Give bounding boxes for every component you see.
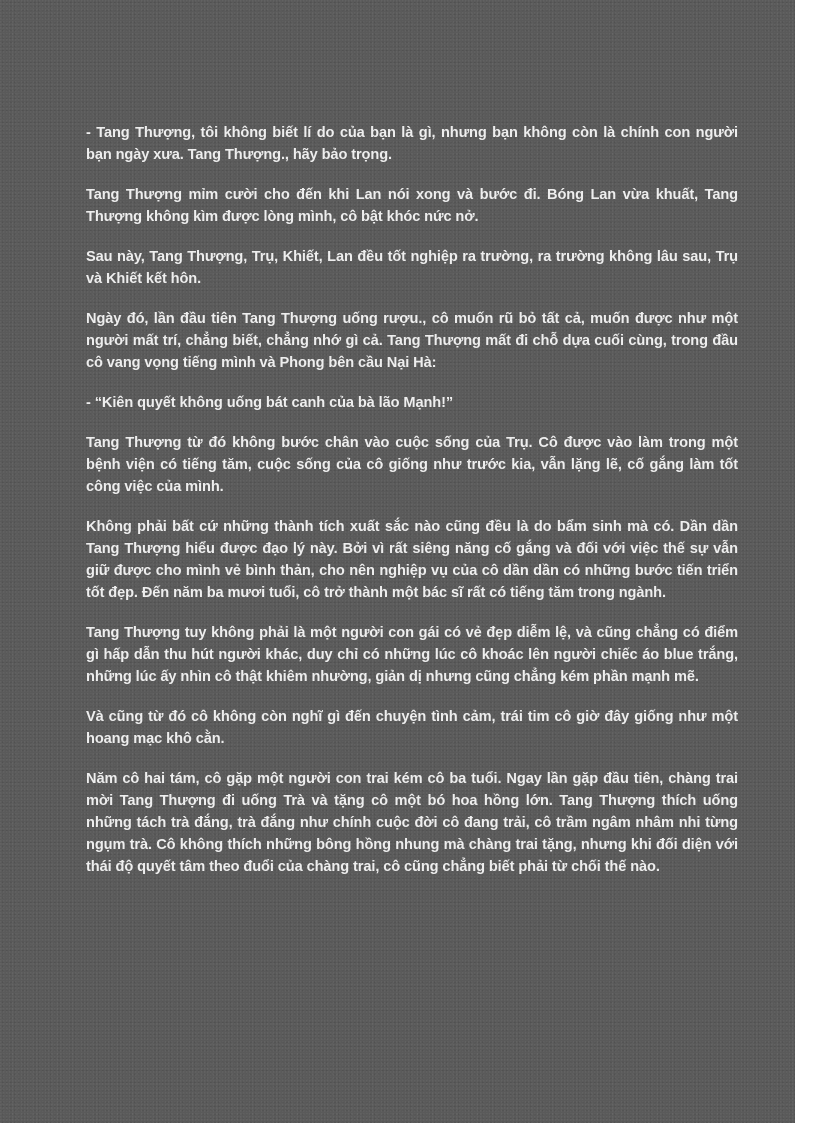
paragraph-4: Ngày đó, lần đầu tiên Tang Thượng uống rượu., cô muốn rũ bỏ tất cả, muốn được như một người mất trí, chẳng biết, chẳng nhớ gì cả. Tang Thượng mất đi chỗ dựa cuối cùng, trong đầu cô vang vọng tiếng mình và Phong bên cầu Nại Hà: bbox=[86, 311, 738, 371]
paragraph-7: Không phải bất cứ những thành tích xuất sắc nào cũng đều là do bẩm sinh mà có. Dần dần Tang Thượng hiểu được đạo lý này. Bởi vì rất siêng năng cố gắng và đối với việc thế sự vẫn giữ được cho mình vẻ bình thản, cho nên nghiệp vụ của cô dần dần có những bước tiến triển tốt đẹp. Đến năm ba mươi tuổi, cô trở thành một bác sĩ rất có tiếng tăm trong ngành. bbox=[86, 519, 738, 601]
page-margin bbox=[795, 0, 816, 1123]
paragraph-5-quote: - “Kiên quyết không uống bát canh của bà lão Mạnh!” bbox=[86, 395, 454, 411]
paragraph-10: Năm cô hai tám, cô gặp một người con trai kém cô ba tuổi. Ngay lần gặp đầu tiên, chàng trai mời Tang Thượng đi uống Trà và tặng cô một bó hoa hồng lớn. Tang Thượng thích uống những tách trà đắng, trà đắng như chính cuộc đời cô đang trải, cô trầm ngâm nhâm nhi từng ngụm trà. Cô không thích những bông hồng nhung mà chàng trai tặng, nhưng khi đối diện với thái độ quyết tâm theo đuổi của chàng trai, cô cũng chẳng biết phải từ chối thế nào. bbox=[86, 771, 738, 875]
paragraph-2: Tang Thượng mỉm cười cho đến khi Lan nói xong và bước đi. Bóng Lan vừa khuất, Tang Thượng không kìm được lòng mình, cô bật khóc nức nở. bbox=[86, 187, 738, 225]
paragraph-6: Tang Thượng từ đó không bước chân vào cuộc sống của Trụ. Cô được vào làm trong một bệnh viện có tiếng tăm, cuộc sống của cô giống như trước kia, vẫn lặng lẽ, cố gắng làm tốt công việc của mình. bbox=[86, 435, 738, 495]
paragraph-9: Và cũng từ đó cô không còn nghĩ gì đến chuyện tình cảm, trái tim cô giờ đây giống như một hoang mạc khô cằn. bbox=[86, 709, 738, 747]
paragraph-1: - Tang Thượng, tôi không biết lí do của bạn là gì, nhưng bạn không còn là chính con người bạn ngày xưa. Tang Thượng., hãy bảo trọng. bbox=[86, 125, 738, 163]
paragraph-3: Sau này, Tang Thượng, Trụ, Khiết, Lan đều tốt nghiệp ra trường, ra trường không lâu sau, Trụ và Khiết kết hôn. bbox=[86, 249, 738, 287]
paragraph-8: Tang Thượng tuy không phải là một người con gái có vẻ đẹp diễm lệ, và cũng chẳng có điểm gì hấp dẫn thu hút người khác, duy chỉ có những lúc cô khoác lên người chiếc áo blue trắng, những lúc ấy nhìn cô thật khiêm nhường, giản dị nhưng cũng chẳng kém phần mạnh mẽ. bbox=[86, 625, 738, 685]
page-body bbox=[86, 122, 738, 896]
